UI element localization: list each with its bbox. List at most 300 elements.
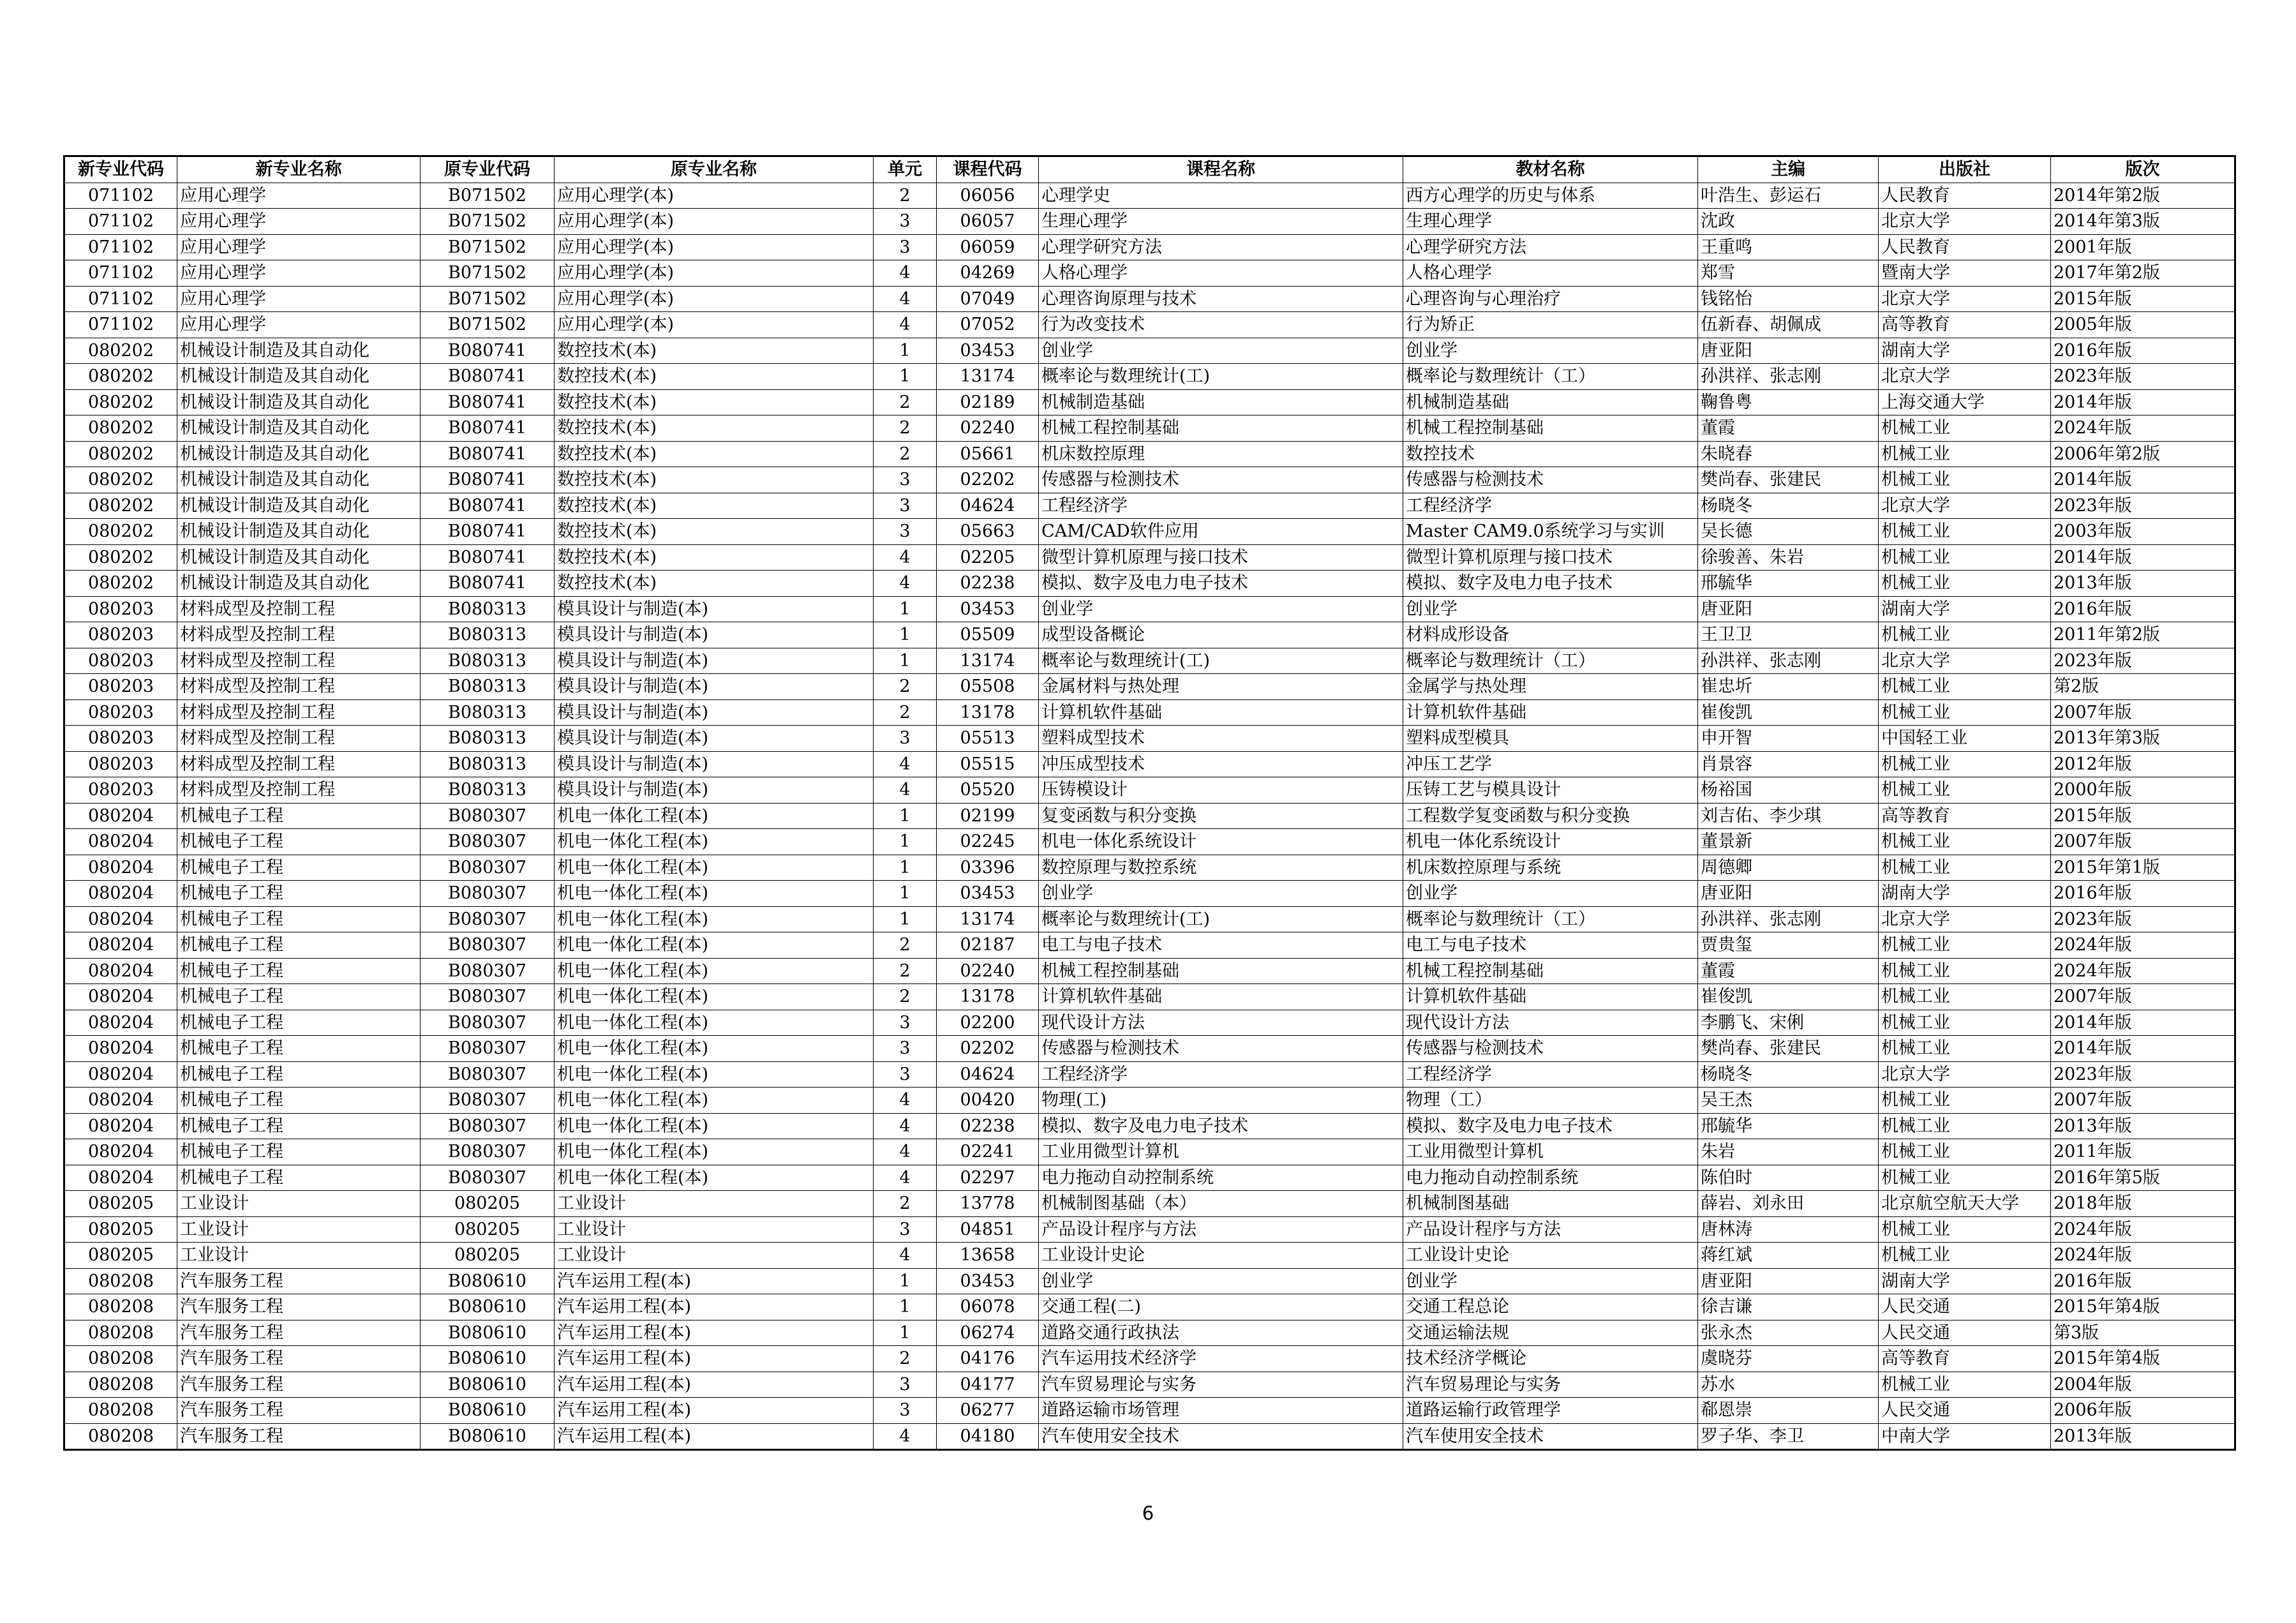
cell-edition: 2015年版 — [2051, 803, 2235, 829]
cell-publisher: 中南大学 — [1879, 1423, 2051, 1450]
cell-new-major-name: 机械设计制造及其自动化 — [177, 338, 421, 364]
cell-new-major-name: 工业设计 — [177, 1216, 421, 1243]
cell-course-code: 03396 — [937, 855, 1039, 881]
cell-course-code: 07052 — [937, 312, 1039, 338]
cell-course-name: 机械工程控制基础 — [1039, 415, 1403, 442]
cell-unit: 3 — [874, 519, 937, 545]
cell-course-name: 机械工程控制基础 — [1039, 958, 1403, 984]
cell-course-name: 概率论与数理统计(工) — [1039, 364, 1403, 390]
cell-textbook-name: 计算机软件基础 — [1403, 984, 1698, 1010]
cell-new-major-code: 080204 — [64, 1113, 177, 1139]
cell-old-major-name: 机电一体化工程(本) — [555, 1061, 874, 1088]
cell-new-major-code: 080204 — [64, 1088, 177, 1114]
cell-edition: 2006年版 — [2051, 1398, 2235, 1424]
cell-edition: 2017年第2版 — [2051, 260, 2235, 287]
cell-old-major-name: 模具设计与制造(本) — [555, 648, 874, 674]
cell-textbook-name: 数控技术 — [1403, 441, 1698, 467]
cell-unit: 2 — [874, 389, 937, 415]
cell-new-major-name: 材料成型及控制工程 — [177, 751, 421, 777]
cell-edition: 2011年第2版 — [2051, 622, 2235, 648]
cell-new-major-code: 080205 — [64, 1191, 177, 1217]
cell-course-name: 塑料成型技术 — [1039, 726, 1403, 752]
cell-old-major-name: 机电一体化工程(本) — [555, 1165, 874, 1191]
cell-new-major-name: 机械设计制造及其自动化 — [177, 544, 421, 571]
cell-textbook-name: 金属学与热处理 — [1403, 674, 1698, 700]
cell-edition: 2016年版 — [2051, 881, 2235, 907]
cell-new-major-name: 应用心理学 — [177, 209, 421, 235]
cell-new-major-name: 工业设计 — [177, 1243, 421, 1269]
header-new-major-code: 新专业代码 — [64, 156, 177, 183]
cell-textbook-name: 机械制造基础 — [1403, 389, 1698, 415]
cell-textbook-name: 机床数控原理与系统 — [1403, 855, 1698, 881]
cell-course-code: 02187 — [937, 932, 1039, 959]
cell-course-name: 机床数控原理 — [1039, 441, 1403, 467]
cell-new-major-code: 080202 — [64, 389, 177, 415]
cell-editor: 钱铭怡 — [1698, 286, 1879, 312]
cell-unit: 3 — [874, 493, 937, 519]
cell-course-name: 成型设备概论 — [1039, 622, 1403, 648]
cell-publisher: 人民教育 — [1879, 234, 2051, 260]
cell-old-major-code: B080741 — [421, 338, 555, 364]
cell-textbook-name: 技术经济学概论 — [1403, 1346, 1698, 1372]
cell-new-major-name: 应用心理学 — [177, 183, 421, 209]
table-row — [64, 1268, 2235, 1294]
cell-publisher: 机械工业 — [1879, 441, 2051, 467]
cell-course-code: 07049 — [937, 286, 1039, 312]
cell-textbook-name: 电工与电子技术 — [1403, 932, 1698, 959]
cell-course-code: 13178 — [937, 984, 1039, 1010]
cell-old-major-name: 汽车运用工程(本) — [555, 1268, 874, 1294]
cell-old-major-name: 机电一体化工程(本) — [555, 1010, 874, 1036]
cell-course-name: 金属材料与热处理 — [1039, 674, 1403, 700]
cell-edition: 2006年第2版 — [2051, 441, 2235, 467]
cell-publisher: 湖南大学 — [1879, 338, 2051, 364]
cell-textbook-name: 压铸工艺与模具设计 — [1403, 777, 1698, 804]
cell-new-major-code: 080202 — [64, 571, 177, 597]
cell-publisher: 北京大学 — [1879, 286, 2051, 312]
cell-unit: 1 — [874, 906, 937, 932]
cell-course-code: 05515 — [937, 751, 1039, 777]
table-row — [64, 881, 2235, 907]
cell-editor: 朱晓春 — [1698, 441, 1879, 467]
cell-new-major-code: 071102 — [64, 286, 177, 312]
cell-edition: 2016年版 — [2051, 1268, 2235, 1294]
cell-textbook-name: 行为矫正 — [1403, 312, 1698, 338]
cell-course-code: 03453 — [937, 881, 1039, 907]
table-row — [64, 1294, 2235, 1320]
table-row — [64, 1243, 2235, 1269]
cell-publisher: 机械工业 — [1879, 1113, 2051, 1139]
cell-edition: 2018年版 — [2051, 1191, 2235, 1217]
cell-publisher: 中国轻工业 — [1879, 726, 2051, 752]
cell-editor: 吴长德 — [1698, 519, 1879, 545]
table-row — [64, 1010, 2235, 1036]
cell-textbook-name: 产品设计程序与方法 — [1403, 1216, 1698, 1243]
cell-textbook-name: 机械工程控制基础 — [1403, 958, 1698, 984]
cell-course-name: CAM/CAD软件应用 — [1039, 519, 1403, 545]
cell-old-major-code: B080313 — [421, 777, 555, 804]
cell-course-code: 00420 — [937, 1088, 1039, 1114]
cell-old-major-code: B080307 — [421, 881, 555, 907]
cell-unit: 3 — [874, 1398, 937, 1424]
cell-publisher: 北京大学 — [1879, 493, 2051, 519]
cell-editor: 伍新春、胡佩成 — [1698, 312, 1879, 338]
cell-publisher: 人民交通 — [1879, 1320, 2051, 1346]
cell-course-name: 道路运输市场管理 — [1039, 1398, 1403, 1424]
table-row — [64, 1088, 2235, 1114]
cell-edition: 2015年版 — [2051, 286, 2235, 312]
table-row — [64, 906, 2235, 932]
cell-new-major-code: 080202 — [64, 415, 177, 442]
cell-textbook-name: 心理学研究方法 — [1403, 234, 1698, 260]
cell-edition: 2013年第3版 — [2051, 726, 2235, 752]
cell-publisher: 机械工业 — [1879, 1036, 2051, 1062]
cell-unit: 4 — [874, 751, 937, 777]
cell-publisher: 机械工业 — [1879, 932, 2051, 959]
table-row — [64, 699, 2235, 726]
cell-course-name: 人格心理学 — [1039, 260, 1403, 287]
cell-edition: 2011年版 — [2051, 1139, 2235, 1165]
cell-edition: 2023年版 — [2051, 906, 2235, 932]
cell-old-major-code: B080307 — [421, 1165, 555, 1191]
table-row — [64, 1113, 2235, 1139]
cell-new-major-code: 080205 — [64, 1243, 177, 1269]
cell-course-name: 心理学研究方法 — [1039, 234, 1403, 260]
cell-old-major-name: 数控技术(本) — [555, 493, 874, 519]
cell-editor: 周德卿 — [1698, 855, 1879, 881]
table-row — [64, 777, 2235, 804]
cell-new-major-name: 应用心理学 — [177, 312, 421, 338]
cell-old-major-name: 汽车运用工程(本) — [555, 1398, 874, 1424]
cell-course-name: 交通工程(二) — [1039, 1294, 1403, 1320]
table-row — [64, 441, 2235, 467]
cell-editor: 董景新 — [1698, 829, 1879, 855]
cell-edition: 2003年版 — [2051, 519, 2235, 545]
cell-course-name: 汽车使用安全技术 — [1039, 1423, 1403, 1450]
cell-publisher: 湖南大学 — [1879, 596, 2051, 622]
cell-old-major-code: B071502 — [421, 183, 555, 209]
cell-edition: 2023年版 — [2051, 364, 2235, 390]
cell-unit: 3 — [874, 1010, 937, 1036]
cell-textbook-name: 概率论与数理统计（工） — [1403, 648, 1698, 674]
table-row — [64, 415, 2235, 442]
cell-unit: 1 — [874, 1294, 937, 1320]
cell-old-major-code: B080307 — [421, 932, 555, 959]
cell-editor: 罗子华、李卫 — [1698, 1423, 1879, 1450]
cell-editor: 崔忠圻 — [1698, 674, 1879, 700]
cell-unit: 1 — [874, 855, 937, 881]
cell-publisher: 机械工业 — [1879, 544, 2051, 571]
cell-unit: 2 — [874, 932, 937, 959]
cell-old-major-name: 数控技术(本) — [555, 519, 874, 545]
cell-publisher: 机械工业 — [1879, 699, 2051, 726]
cell-editor: 吴王杰 — [1698, 1088, 1879, 1114]
cell-new-major-code: 080203 — [64, 726, 177, 752]
cell-edition: 2014年版 — [2051, 467, 2235, 493]
cell-editor: 郗恩崇 — [1698, 1398, 1879, 1424]
table-row — [64, 1423, 2235, 1450]
cell-textbook-name: 概率论与数理统计（工） — [1403, 364, 1698, 390]
cell-editor: 唐林涛 — [1698, 1216, 1879, 1243]
cell-editor: 张永杰 — [1698, 1320, 1879, 1346]
cell-course-name: 创业学 — [1039, 338, 1403, 364]
cell-editor: 沈政 — [1698, 209, 1879, 235]
cell-editor: 崔俊凯 — [1698, 984, 1879, 1010]
cell-old-major-name: 模具设计与制造(本) — [555, 751, 874, 777]
cell-new-major-name: 机械电子工程 — [177, 1113, 421, 1139]
cell-course-name: 生理心理学 — [1039, 209, 1403, 235]
cell-course-name: 工业用微型计算机 — [1039, 1139, 1403, 1165]
cell-new-major-code: 080202 — [64, 519, 177, 545]
cell-course-code: 02205 — [937, 544, 1039, 571]
cell-edition: 2014年版 — [2051, 1036, 2235, 1062]
cell-course-name: 冲压成型技术 — [1039, 751, 1403, 777]
cell-publisher: 机械工业 — [1879, 622, 2051, 648]
cell-edition: 2016年版 — [2051, 596, 2235, 622]
cell-edition: 2000年版 — [2051, 777, 2235, 804]
cell-course-name: 数控原理与数控系统 — [1039, 855, 1403, 881]
cell-old-major-name: 模具设计与制造(本) — [555, 777, 874, 804]
table-row — [64, 338, 2235, 364]
cell-new-major-code: 080204 — [64, 829, 177, 855]
cell-editor: 朱岩 — [1698, 1139, 1879, 1165]
cell-unit: 4 — [874, 1165, 937, 1191]
cell-unit: 3 — [874, 1036, 937, 1062]
cell-edition: 2024年版 — [2051, 1216, 2235, 1243]
cell-old-major-name: 模具设计与制造(本) — [555, 726, 874, 752]
cell-textbook-name: 微型计算机原理与接口技术 — [1403, 544, 1698, 571]
cell-old-major-name: 汽车运用工程(本) — [555, 1372, 874, 1398]
table-row — [64, 312, 2235, 338]
cell-edition: 2014年版 — [2051, 544, 2235, 571]
cell-new-major-code: 080205 — [64, 1216, 177, 1243]
cell-edition: 2023年版 — [2051, 648, 2235, 674]
cell-unit: 1 — [874, 803, 937, 829]
cell-editor: 唐亚阳 — [1698, 596, 1879, 622]
cell-unit: 3 — [874, 1372, 937, 1398]
cell-old-major-code: B071502 — [421, 209, 555, 235]
table-row — [64, 1372, 2235, 1398]
cell-course-name: 机械制造基础 — [1039, 389, 1403, 415]
cell-edition: 2014年第3版 — [2051, 209, 2235, 235]
cell-publisher: 机械工业 — [1879, 1010, 2051, 1036]
cell-new-major-code: 080204 — [64, 958, 177, 984]
table-row — [64, 364, 2235, 390]
cell-new-major-name: 机械电子工程 — [177, 829, 421, 855]
cell-edition: 2024年版 — [2051, 958, 2235, 984]
header-publisher: 出版社 — [1879, 156, 2051, 183]
cell-new-major-name: 汽车服务工程 — [177, 1320, 421, 1346]
table-row — [64, 260, 2235, 287]
cell-unit: 4 — [874, 1113, 937, 1139]
table-row — [64, 984, 2235, 1010]
cell-new-major-code: 080204 — [64, 1036, 177, 1062]
cell-old-major-code: B080307 — [421, 906, 555, 932]
cell-old-major-code: B080307 — [421, 829, 555, 855]
cell-publisher: 高等教育 — [1879, 803, 2051, 829]
cell-new-major-name: 机械电子工程 — [177, 881, 421, 907]
cell-textbook-name: 创业学 — [1403, 596, 1698, 622]
cell-old-major-name: 数控技术(本) — [555, 544, 874, 571]
cell-old-major-name: 机电一体化工程(本) — [555, 984, 874, 1010]
table-row — [64, 932, 2235, 959]
cell-textbook-name: 工程数学复变函数与积分变换 — [1403, 803, 1698, 829]
cell-publisher: 北京大学 — [1879, 364, 2051, 390]
cell-old-major-name: 应用心理学(本) — [555, 286, 874, 312]
cell-edition: 2014年版 — [2051, 1010, 2235, 1036]
table-row — [64, 803, 2235, 829]
cell-textbook-name: 现代设计方法 — [1403, 1010, 1698, 1036]
cell-unit: 3 — [874, 1061, 937, 1088]
cell-publisher: 湖南大学 — [1879, 1268, 2051, 1294]
cell-textbook-name: 道路运输行政管理学 — [1403, 1398, 1698, 1424]
cell-new-major-code: 080204 — [64, 984, 177, 1010]
cell-new-major-name: 汽车服务工程 — [177, 1398, 421, 1424]
cell-new-major-code: 080203 — [64, 622, 177, 648]
cell-textbook-name: 模拟、数字及电力电子技术 — [1403, 571, 1698, 597]
cell-edition: 2007年版 — [2051, 984, 2235, 1010]
cell-editor: 董霞 — [1698, 415, 1879, 442]
cell-old-major-name: 机电一体化工程(本) — [555, 829, 874, 855]
cell-old-major-code: B080610 — [421, 1398, 555, 1424]
cell-new-major-name: 材料成型及控制工程 — [177, 699, 421, 726]
cell-new-major-name: 汽车服务工程 — [177, 1268, 421, 1294]
cell-publisher: 湖南大学 — [1879, 881, 2051, 907]
cell-old-major-name: 机电一体化工程(本) — [555, 906, 874, 932]
cell-course-code: 02297 — [937, 1165, 1039, 1191]
cell-editor: 徐骏善、朱岩 — [1698, 544, 1879, 571]
cell-course-name: 产品设计程序与方法 — [1039, 1216, 1403, 1243]
cell-old-major-name: 机电一体化工程(本) — [555, 1088, 874, 1114]
cell-old-major-code: B080307 — [421, 1139, 555, 1165]
cell-new-major-name: 应用心理学 — [177, 260, 421, 287]
cell-editor: 樊尚春、张建民 — [1698, 1036, 1879, 1062]
cell-course-code: 02245 — [937, 829, 1039, 855]
cell-textbook-name: 交通运输法规 — [1403, 1320, 1698, 1346]
cell-editor: 杨裕国 — [1698, 777, 1879, 804]
cell-publisher: 机械工业 — [1879, 415, 2051, 442]
cell-new-major-name: 汽车服务工程 — [177, 1372, 421, 1398]
cell-editor: 徐吉谦 — [1698, 1294, 1879, 1320]
cell-course-code: 03453 — [937, 596, 1039, 622]
cell-new-major-code: 080203 — [64, 648, 177, 674]
cell-new-major-name: 机械电子工程 — [177, 855, 421, 881]
table-row — [64, 1061, 2235, 1088]
cell-course-code: 02199 — [937, 803, 1039, 829]
table-row — [64, 183, 2235, 209]
cell-course-name: 传感器与检测技术 — [1039, 1036, 1403, 1062]
cell-old-major-name: 机电一体化工程(本) — [555, 1113, 874, 1139]
cell-old-major-code: 080205 — [421, 1216, 555, 1243]
cell-course-code: 06277 — [937, 1398, 1039, 1424]
cell-course-name: 计算机软件基础 — [1039, 984, 1403, 1010]
cell-old-major-code: B080741 — [421, 467, 555, 493]
cell-editor: 唐亚阳 — [1698, 881, 1879, 907]
cell-old-major-code: B071502 — [421, 286, 555, 312]
cell-old-major-code: B080307 — [421, 1061, 555, 1088]
cell-editor: 申开智 — [1698, 726, 1879, 752]
cell-old-major-code: B080313 — [421, 596, 555, 622]
cell-course-name: 机械制图基础（本） — [1039, 1191, 1403, 1217]
cell-textbook-name: 工业设计史论 — [1403, 1243, 1698, 1269]
cell-course-code: 13174 — [937, 906, 1039, 932]
cell-unit: 3 — [874, 234, 937, 260]
cell-new-major-code: 080208 — [64, 1398, 177, 1424]
cell-editor: 樊尚春、张建民 — [1698, 467, 1879, 493]
cell-unit: 4 — [874, 544, 937, 571]
cell-course-code: 04177 — [937, 1372, 1039, 1398]
cell-new-major-code: 080204 — [64, 932, 177, 959]
cell-unit: 4 — [874, 286, 937, 312]
cell-course-name: 行为改变技术 — [1039, 312, 1403, 338]
cell-course-code: 04624 — [937, 493, 1039, 519]
cell-old-major-code: B080610 — [421, 1346, 555, 1372]
table-row — [64, 286, 2235, 312]
cell-editor: 王重鸣 — [1698, 234, 1879, 260]
cell-old-major-code: B080741 — [421, 519, 555, 545]
cell-old-major-code: B080313 — [421, 674, 555, 700]
cell-textbook-name: 传感器与检测技术 — [1403, 467, 1698, 493]
cell-new-major-code: 080202 — [64, 338, 177, 364]
header-old-major-name: 原专业名称 — [555, 156, 874, 183]
cell-publisher: 北京航空航天大学 — [1879, 1191, 2051, 1217]
cell-new-major-code: 080203 — [64, 777, 177, 804]
cell-textbook-name: 概率论与数理统计（工） — [1403, 906, 1698, 932]
cell-new-major-code: 080204 — [64, 906, 177, 932]
cell-unit: 1 — [874, 881, 937, 907]
cell-editor: 苏水 — [1698, 1372, 1879, 1398]
cell-textbook-name: 西方心理学的历史与体系 — [1403, 183, 1698, 209]
cell-publisher: 机械工业 — [1879, 751, 2051, 777]
cell-unit: 1 — [874, 596, 937, 622]
cell-textbook-name: 交通工程总论 — [1403, 1294, 1698, 1320]
cell-new-major-name: 材料成型及控制工程 — [177, 622, 421, 648]
cell-course-code: 02241 — [937, 1139, 1039, 1165]
cell-course-name: 道路交通行政执法 — [1039, 1320, 1403, 1346]
cell-course-name: 机电一体化系统设计 — [1039, 829, 1403, 855]
cell-textbook-name: 工程经济学 — [1403, 493, 1698, 519]
cell-new-major-code: 080204 — [64, 855, 177, 881]
cell-textbook-name: 材料成形设备 — [1403, 622, 1698, 648]
cell-editor: 肖景容 — [1698, 751, 1879, 777]
cell-old-major-code: B071502 — [421, 234, 555, 260]
cell-publisher: 暨南大学 — [1879, 260, 2051, 287]
cell-edition: 2016年第5版 — [2051, 1165, 2235, 1191]
cell-new-major-name: 机械电子工程 — [177, 1139, 421, 1165]
cell-new-major-name: 机械电子工程 — [177, 803, 421, 829]
cell-publisher: 北京大学 — [1879, 648, 2051, 674]
table-row — [64, 622, 2235, 648]
cell-editor: 杨晓冬 — [1698, 493, 1879, 519]
cell-new-major-code: 080202 — [64, 441, 177, 467]
cell-unit: 2 — [874, 958, 937, 984]
cell-publisher: 北京大学 — [1879, 906, 2051, 932]
cell-edition: 第3版 — [2051, 1320, 2235, 1346]
cell-edition: 2024年版 — [2051, 1243, 2235, 1269]
cell-edition: 2013年版 — [2051, 1423, 2235, 1450]
cell-new-major-code: 071102 — [64, 234, 177, 260]
cell-unit: 4 — [874, 571, 937, 597]
cell-old-major-name: 模具设计与制造(本) — [555, 596, 874, 622]
cell-new-major-name: 材料成型及控制工程 — [177, 648, 421, 674]
cell-edition: 2014年第2版 — [2051, 183, 2235, 209]
cell-old-major-code: B080610 — [421, 1423, 555, 1450]
cell-old-major-name: 机电一体化工程(本) — [555, 1036, 874, 1062]
cell-old-major-name: 机电一体化工程(本) — [555, 932, 874, 959]
cell-unit: 1 — [874, 338, 937, 364]
table-row — [64, 1216, 2235, 1243]
table-row — [64, 519, 2235, 545]
